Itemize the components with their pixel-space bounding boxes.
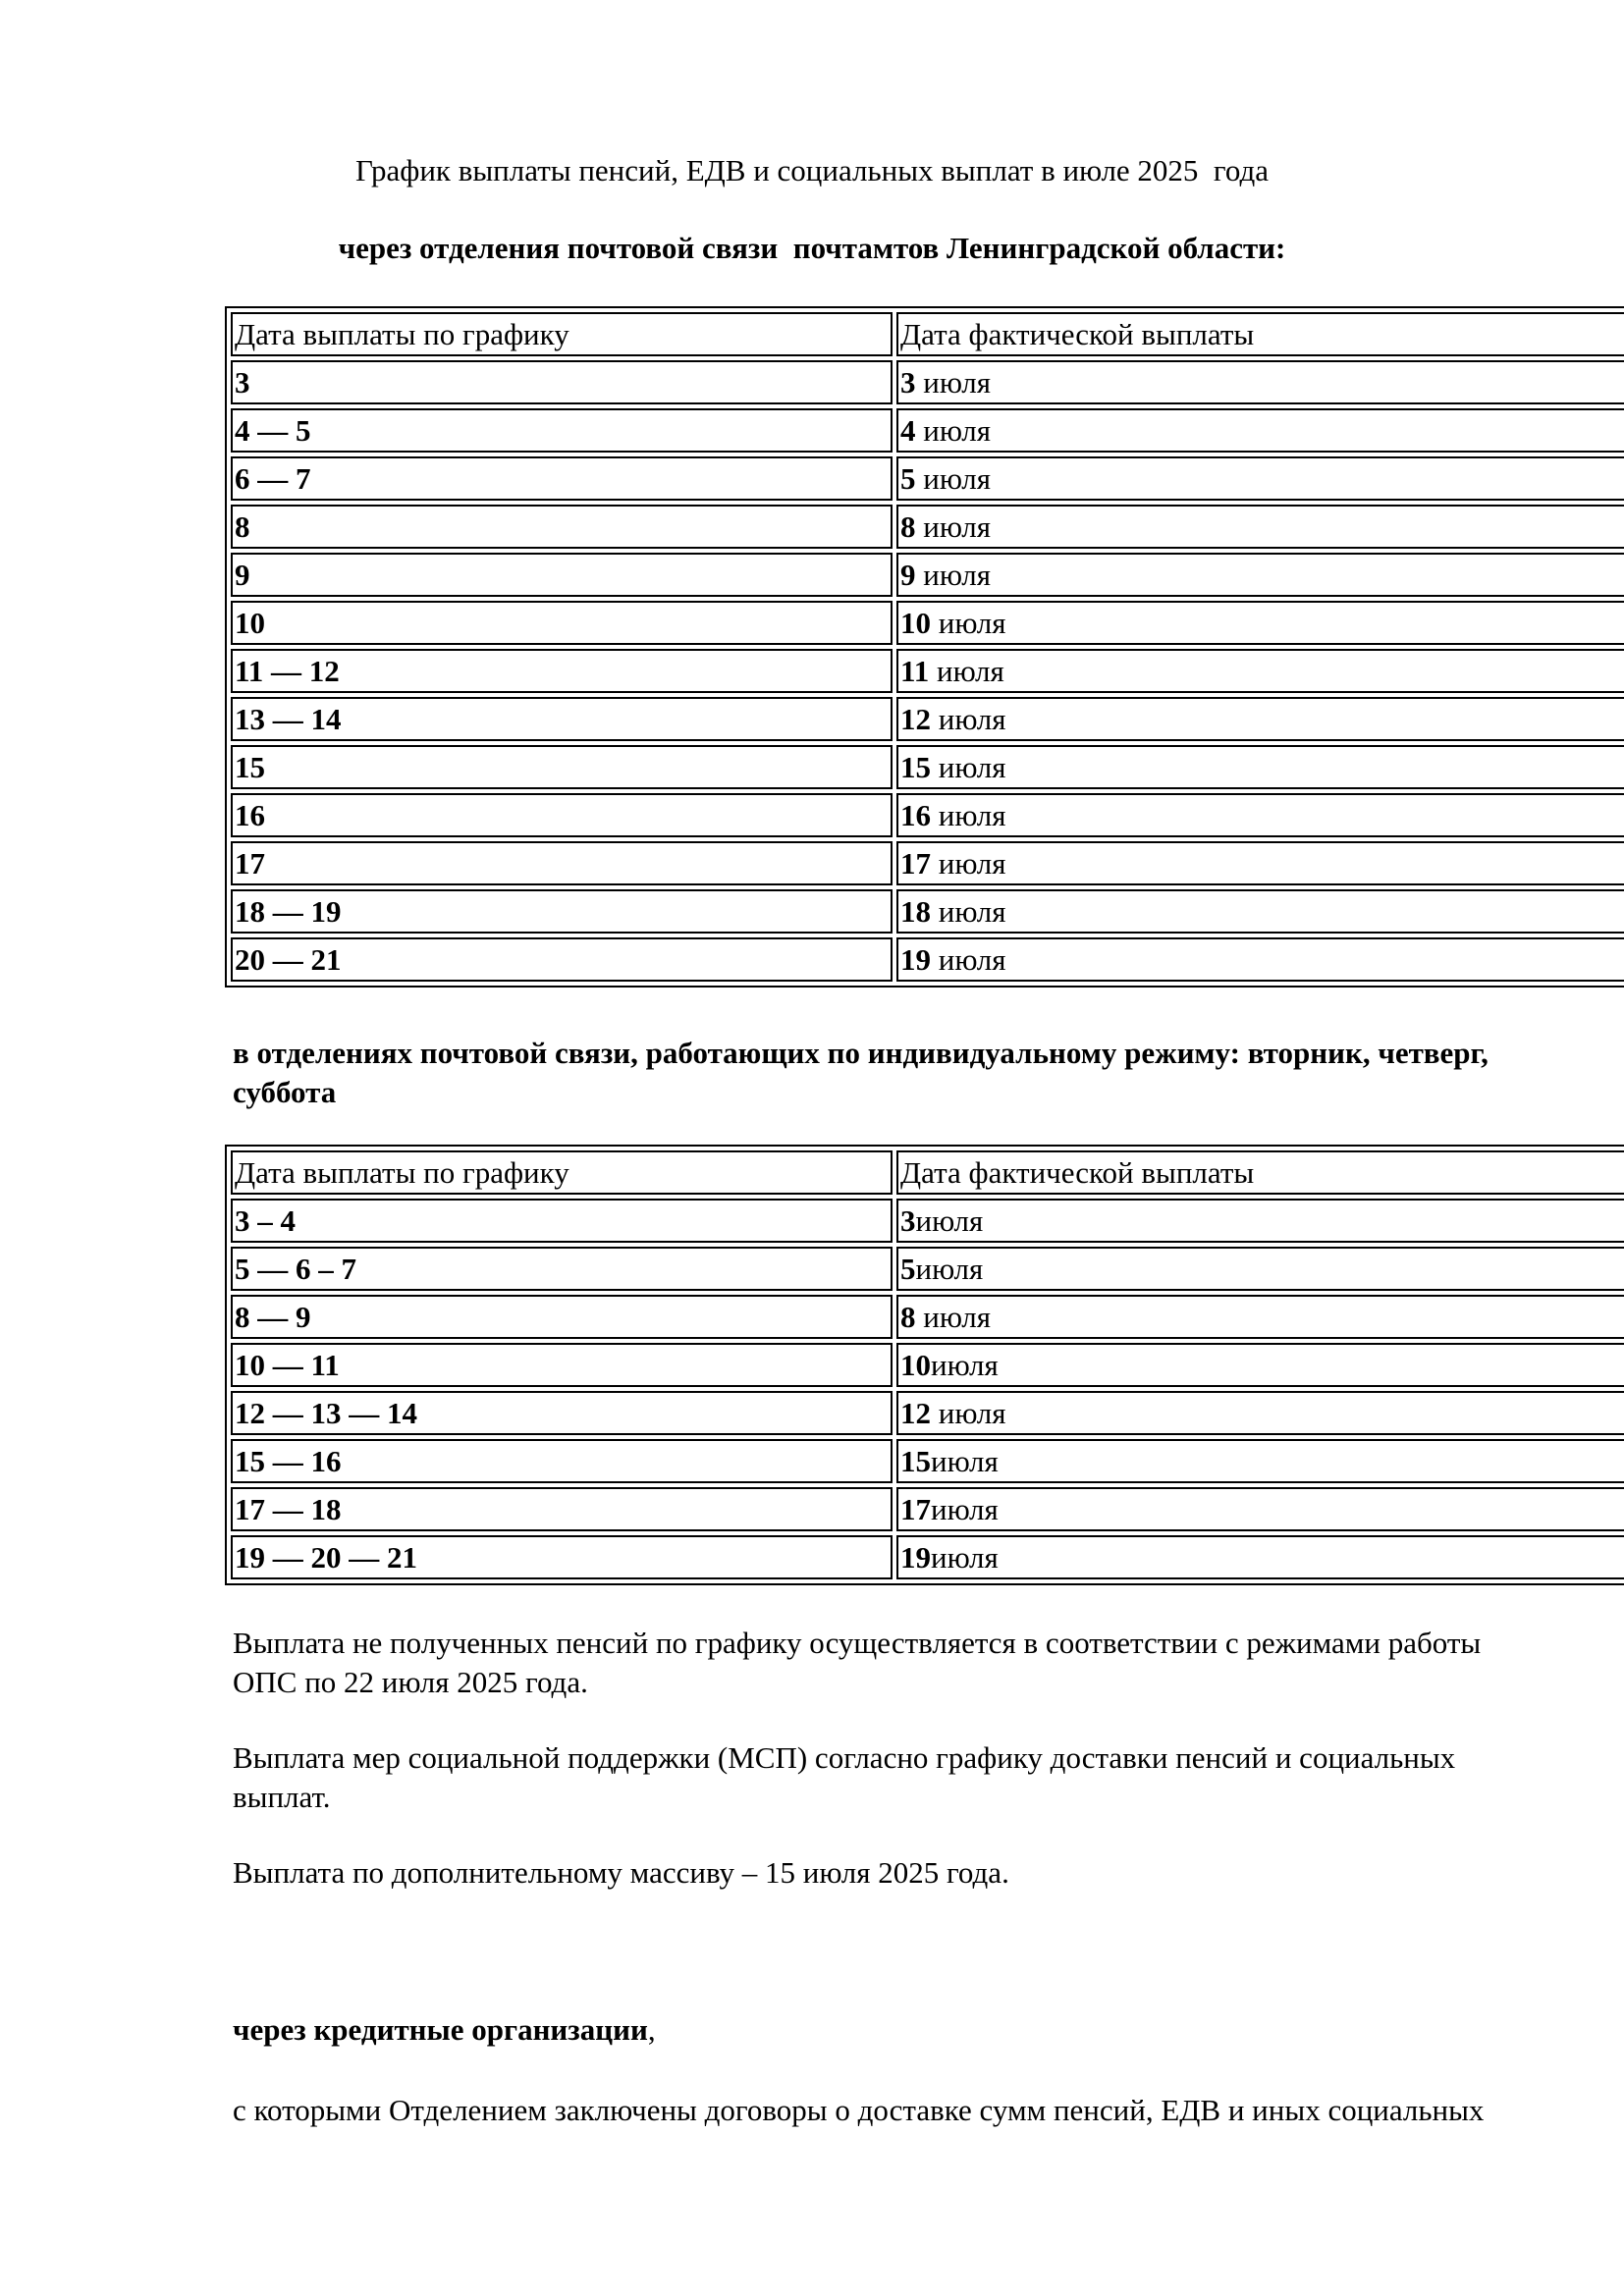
actual-day: 17 — [900, 1492, 931, 1526]
actual-month: июля — [929, 654, 1004, 688]
table-row — [231, 1295, 1624, 1339]
actual-day: 10 — [900, 1348, 931, 1382]
table-row — [231, 1487, 1624, 1531]
actual-day: 3 — [900, 365, 916, 400]
actual-date-cell — [896, 889, 1624, 934]
actual-date-cell — [896, 841, 1624, 885]
actual-month: июля — [931, 798, 1006, 832]
actual-date-cell — [896, 937, 1624, 982]
actual-date-cell — [896, 601, 1624, 645]
header-actual-date: Дата фактической выплаты — [896, 312, 1624, 356]
table-row — [231, 649, 1624, 693]
actual-date-cell — [896, 745, 1624, 789]
actual-month: июля — [915, 1203, 984, 1238]
actual-day: 12 — [900, 702, 931, 736]
table-row — [231, 1343, 1624, 1387]
actual-month: июля — [915, 1252, 984, 1286]
actual-month: июля — [931, 1492, 999, 1526]
scheduled-date-cell: 11 — 12 — [231, 649, 893, 693]
actual-date-cell — [896, 697, 1624, 741]
actual-date-cell — [896, 793, 1624, 837]
actual-date-cell — [896, 1247, 1624, 1291]
actual-day: 5 — [900, 461, 916, 496]
scheduled-date-cell: 17 — 18 — [231, 1487, 893, 1531]
table-row — [231, 360, 1624, 404]
scheduled-date-cell: 8 — 9 — [231, 1295, 893, 1339]
table-row — [231, 1247, 1624, 1291]
table-row — [231, 1199, 1624, 1243]
table-row — [231, 408, 1624, 453]
table-row — [231, 697, 1624, 741]
actual-month: июля — [931, 1396, 1006, 1430]
document-subtitle: через отделения почтовой связи почтамтов Ленинградской области: — [338, 231, 1286, 265]
table-header-row — [231, 1150, 1624, 1195]
actual-day: 15 — [900, 750, 931, 784]
scheduled-date-cell: 9 — [231, 553, 893, 597]
actual-month: июля — [931, 702, 1006, 736]
table-row — [231, 937, 1624, 982]
actual-day: 8 — [900, 509, 916, 544]
actual-day: 3 — [900, 1203, 916, 1238]
scheduled-date-cell: 18 — 19 — [231, 889, 893, 934]
actual-date-cell — [896, 1439, 1624, 1483]
actual-day: 17 — [900, 846, 931, 881]
scheduled-date-cell: 3 – 4 — [231, 1199, 893, 1243]
actual-day: 12 — [900, 1396, 931, 1430]
actual-date-cell — [896, 408, 1624, 453]
actual-month: июля — [931, 942, 1006, 977]
actual-month: июля — [931, 1540, 999, 1575]
actual-date-cell — [896, 1295, 1624, 1339]
table-row — [231, 456, 1624, 501]
table-row — [231, 793, 1624, 837]
scheduled-date-cell: 19 — 20 — 21 — [231, 1535, 893, 1579]
actual-month: июля — [915, 365, 991, 400]
table-row — [231, 1439, 1624, 1483]
scheduled-date-cell: 15 — 16 — [231, 1439, 893, 1483]
table-row — [231, 841, 1624, 885]
individual-mode-heading: в отделениях почтовой связи, работающих по индивидуальному режиму: вторник, четверг, суббота — [233, 1036, 1489, 1109]
actual-day: 16 — [900, 798, 931, 832]
actual-month: июля — [931, 846, 1006, 881]
scheduled-date-cell: 17 — [231, 841, 893, 885]
schedule-table-2 — [227, 1147, 1624, 1583]
scheduled-date-cell: 10 — 11 — [231, 1343, 893, 1387]
table-row — [231, 601, 1624, 645]
actual-day: 19 — [900, 942, 931, 977]
schedule-table-1 — [227, 308, 1624, 986]
post-office-schedule-table — [225, 306, 1624, 988]
actual-day: 15 — [900, 1444, 931, 1478]
actual-date-cell — [896, 360, 1624, 404]
header-scheduled-date: Дата выплаты по графику — [231, 1150, 893, 1195]
table-row — [231, 505, 1624, 549]
actual-date-cell — [896, 1343, 1624, 1387]
actual-date-cell — [896, 1391, 1624, 1435]
table-row — [231, 553, 1624, 597]
table-row — [231, 745, 1624, 789]
table-row — [231, 889, 1624, 934]
scheduled-date-cell: 3 — [231, 360, 893, 404]
paragraph-additional-array: Выплата по дополнительному массиву – 15 июля 2025 года. — [233, 1855, 1009, 1890]
actual-day: 8 — [900, 1300, 916, 1334]
scheduled-date-cell: 12 — 13 — 14 — [231, 1391, 893, 1435]
actual-date-cell — [896, 456, 1624, 501]
actual-day: 19 — [900, 1540, 931, 1575]
scheduled-date-cell: 6 — 7 — [231, 456, 893, 501]
scheduled-date-cell: 16 — [231, 793, 893, 837]
credit-organizations-heading — [233, 2012, 656, 2048]
actual-date-cell — [896, 505, 1624, 549]
actual-month: июля — [931, 606, 1006, 640]
actual-day: 5 — [900, 1252, 916, 1286]
actual-date-cell — [896, 1535, 1624, 1579]
actual-day: 4 — [900, 413, 916, 448]
actual-month: июля — [915, 558, 991, 592]
actual-date-cell — [896, 649, 1624, 693]
actual-month: июля — [931, 894, 1006, 929]
paragraph-social-support: Выплата мер социальной поддержки (МСП) согласно графику доставки пенсий и социальных выплат. — [233, 1740, 1456, 1814]
scheduled-date-cell: 13 — 14 — [231, 697, 893, 741]
scheduled-date-cell: 15 — [231, 745, 893, 789]
scheduled-date-cell: 10 — [231, 601, 893, 645]
header-actual-date: Дата фактической выплаты — [896, 1150, 1624, 1195]
actual-month: июля — [931, 1348, 999, 1382]
scheduled-date-cell: 5 — 6 – 7 — [231, 1247, 893, 1291]
actual-day: 9 — [900, 558, 916, 592]
header-scheduled-date: Дата выплаты по графику — [231, 312, 893, 356]
individual-mode-schedule-table — [225, 1145, 1624, 1585]
scheduled-date-cell: 8 — [231, 505, 893, 549]
scheduled-date-cell: 20 — 21 — [231, 937, 893, 982]
actual-month: июля — [915, 461, 991, 496]
actual-day: 18 — [900, 894, 931, 929]
actual-month: июля — [915, 509, 991, 544]
table-row — [231, 1535, 1624, 1579]
table-row — [231, 1391, 1624, 1435]
credit-heading-rest: , — [647, 2012, 656, 2047]
actual-month: июля — [931, 1444, 999, 1478]
credit-organizations-text: с которыми Отделением заключены договоры о доставке сумм пенсий, ЕДВ и иных социальных — [233, 2093, 1485, 2127]
table-header-row — [231, 312, 1624, 356]
document-title: График выплаты пенсий, ЕДВ и социальных выплат в июле 2025 года — [355, 153, 1269, 187]
actual-date-cell — [896, 1199, 1624, 1243]
credit-heading-bold: через кредитные организации — [233, 2012, 648, 2047]
actual-day: 11 — [900, 654, 930, 688]
actual-day: 10 — [900, 606, 931, 640]
actual-month: июля — [915, 413, 991, 448]
actual-month: июля — [931, 750, 1006, 784]
paragraph-unreceived-pensions: Выплата не полученных пенсий по графику осуществляется в соответствии с режимами работы ОПС по 22 июля 2025 года. — [233, 1626, 1482, 1699]
actual-date-cell — [896, 553, 1624, 597]
scheduled-date-cell: 4 — 5 — [231, 408, 893, 453]
actual-month: июля — [915, 1300, 991, 1334]
actual-date-cell — [896, 1487, 1624, 1531]
